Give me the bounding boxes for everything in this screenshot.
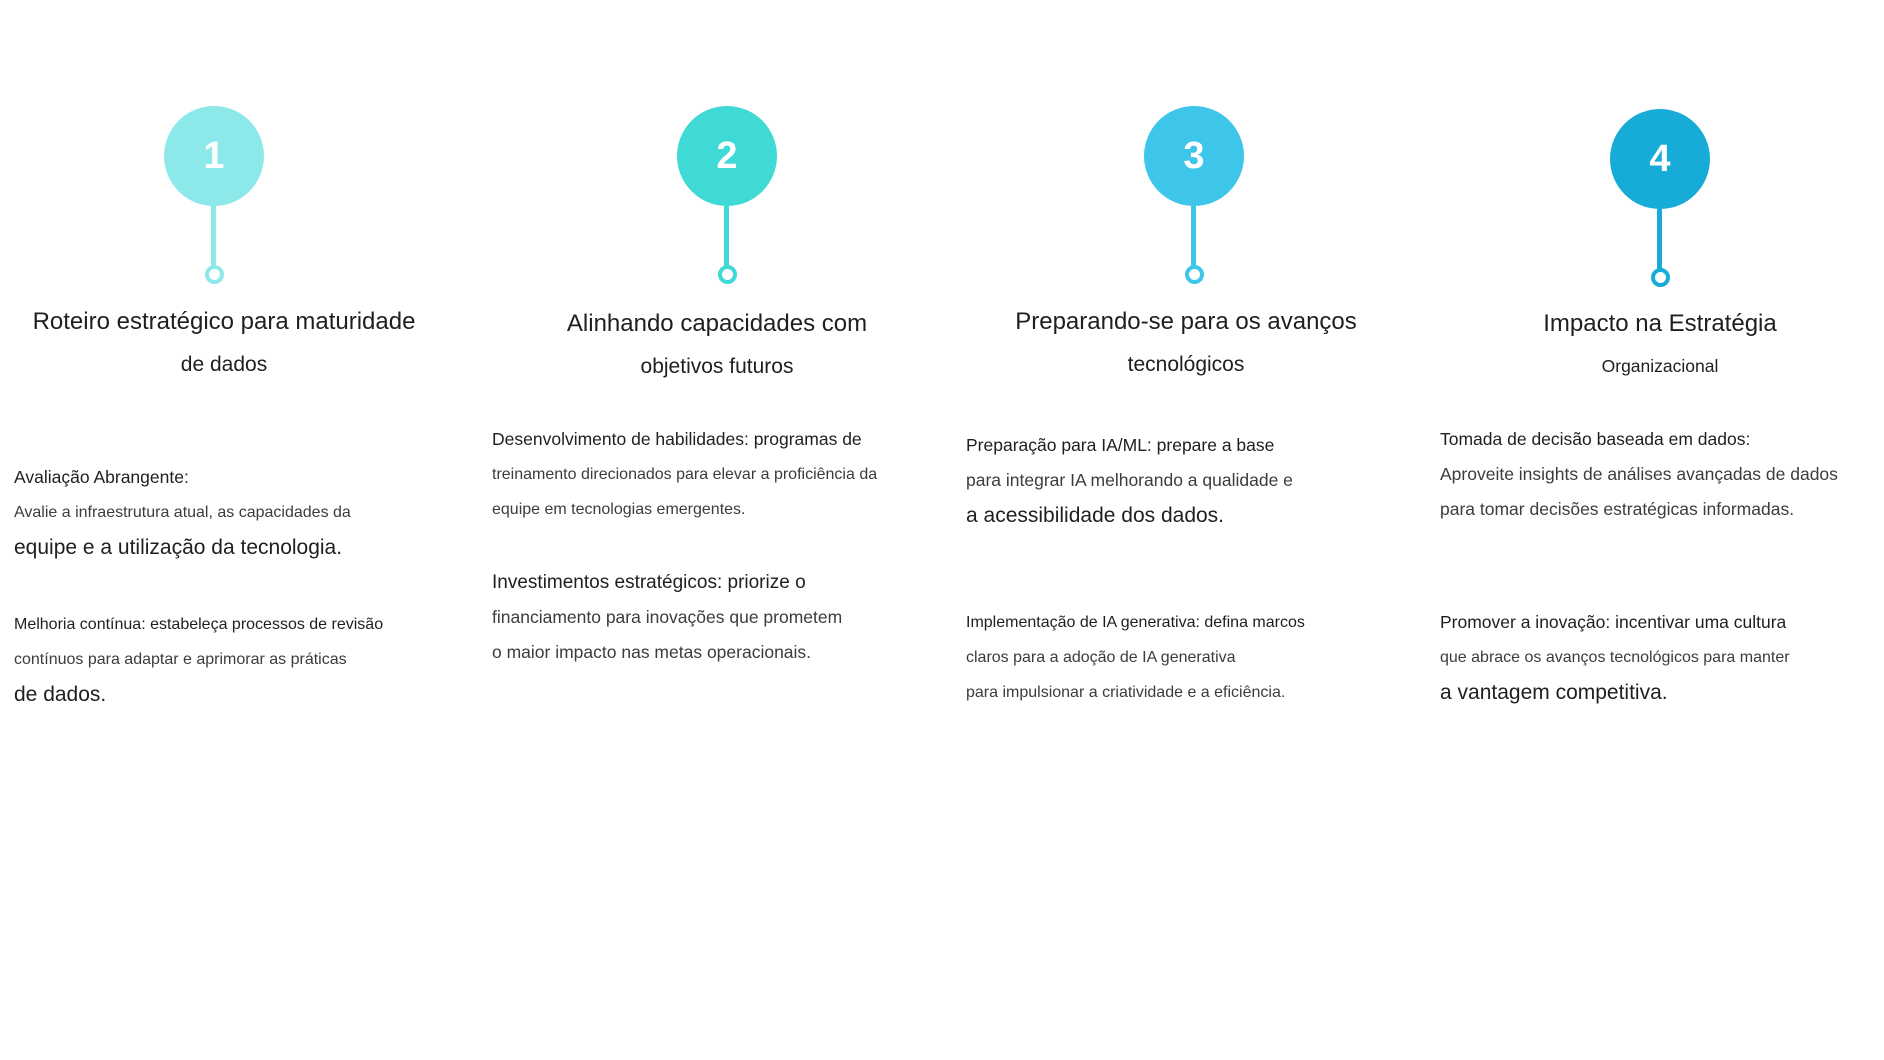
step-detail-block <box>492 565 932 670</box>
step-marker-2 <box>677 106 777 286</box>
detail-line: Avaliação Abrangente: <box>14 467 189 487</box>
connector-line <box>1191 206 1196 267</box>
detail-line: Promover a inovação: incentivar uma cultura <box>1440 612 1787 632</box>
step-detail-block <box>1440 422 1880 527</box>
connector-dot <box>1651 268 1670 287</box>
step-column-4 <box>1440 0 1880 760</box>
connector-dot <box>718 265 737 284</box>
step-title <box>497 302 937 388</box>
step-number-circle: 4 <box>1610 109 1710 209</box>
detail-line: equipe e a utilização da tecnologia. <box>14 536 343 559</box>
detail-line: para integrar IA melhorando a qualidade e <box>966 470 1293 490</box>
step-title <box>1440 302 1880 388</box>
step-title <box>966 300 1406 386</box>
step-detail-block <box>966 605 1406 710</box>
step-title-line2: tecnológicos <box>1127 353 1245 376</box>
connector-dot <box>1185 265 1204 284</box>
step-title-line1: Impacto na Estratégia <box>1543 310 1777 337</box>
step-number-circle: 1 <box>164 106 264 206</box>
detail-line: Implementação de IA generativa: defina marcos <box>966 614 1305 631</box>
step-title-line2: objetivos futuros <box>640 355 794 378</box>
detail-line: para impulsionar a criatividade e a eficiência. <box>966 684 1286 701</box>
step-detail-block <box>14 460 454 565</box>
step-marker-4 <box>1610 106 1710 286</box>
detail-line: o maior impacto nas metas operacionais. <box>492 642 812 662</box>
detail-line: treinamento direcionados para elevar a proficiência da <box>492 466 878 483</box>
detail-line: de dados. <box>14 683 107 706</box>
detail-line: Tomada de decisão baseada em dados: <box>1440 429 1751 449</box>
connector-line <box>1657 209 1662 270</box>
detail-line: Melhoria contínua: estabeleça processos de revisão <box>14 616 384 633</box>
connector-line <box>211 206 216 267</box>
step-title-line2: de dados <box>180 353 268 376</box>
detail-line: claros para a adoção de IA generativa <box>966 649 1236 666</box>
step-title-line1: Roteiro estratégico para maturidade <box>32 308 416 335</box>
detail-line: para tomar decisões estratégicas informadas. <box>1440 499 1795 519</box>
connector-line <box>724 206 729 267</box>
step-marker-3 <box>1144 106 1244 286</box>
step-detail-block <box>966 428 1406 533</box>
detail-line: a vantagem competitiva. <box>1440 681 1668 704</box>
step-column-3 <box>966 0 1406 760</box>
step-title-line1: Preparando-se para os avanços <box>1015 308 1357 335</box>
connector-dot <box>205 265 224 284</box>
step-number-circle: 3 <box>1144 106 1244 206</box>
detail-line: que abrace os avanços tecnológicos para manter <box>1440 649 1790 666</box>
detail-line: a acessibilidade dos dados. <box>966 504 1225 527</box>
step-column-2 <box>492 0 932 760</box>
detail-line: Investimentos estratégicos: priorize o <box>492 572 806 593</box>
detail-line: equipe em tecnologias emergentes. <box>492 501 746 518</box>
step-title <box>4 300 444 386</box>
step-number-circle: 2 <box>677 106 777 206</box>
step-detail-block <box>1440 605 1880 710</box>
detail-line: Aproveite insights de análises avançadas de dados <box>1440 464 1838 484</box>
detail-line: contínuos para adaptar e aprimorar as práticas <box>14 651 347 668</box>
step-marker-1 <box>164 106 264 286</box>
detail-line: Desenvolvimento de habilidades: programas de <box>492 429 862 449</box>
step-title-line1: Alinhando capacidades com <box>566 310 868 337</box>
step-title-line2: Organizacional <box>1601 356 1719 376</box>
detail-line: Preparação para IA/ML: prepare a base <box>966 435 1275 455</box>
detail-line: financiamento para inovações que prometem <box>492 607 843 627</box>
step-detail-block <box>14 607 454 712</box>
step-column-1 <box>14 0 454 760</box>
detail-line: Avalie a infraestrutura atual, as capacidades da <box>14 504 351 521</box>
step-detail-block <box>492 422 932 527</box>
